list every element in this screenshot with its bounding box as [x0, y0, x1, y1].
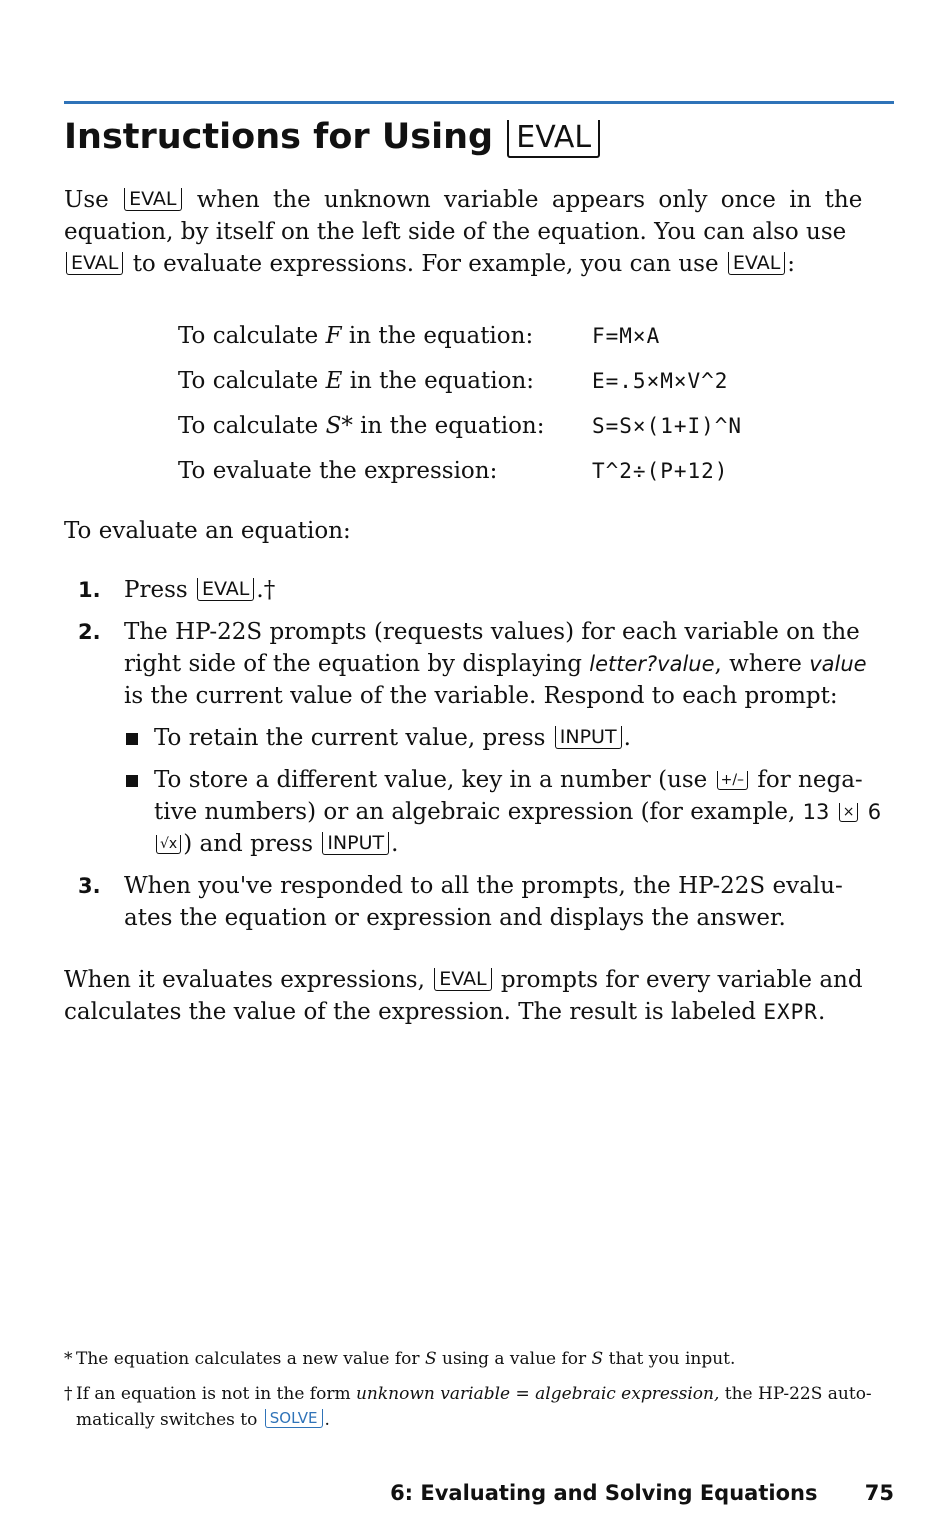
- eval-key: EVAL: [728, 252, 785, 275]
- step-1: 1. Press EVAL .†: [78, 577, 276, 603]
- chapter-title: 6: Evaluating and Solving Equations: [390, 1481, 818, 1505]
- equation: E=.5×M×V^2: [592, 369, 729, 393]
- footnotes: [64, 1346, 894, 1442]
- prompt-text: letter?value: [589, 652, 715, 676]
- eval-key: EVAL: [434, 968, 491, 991]
- bullet-square-icon: [126, 775, 138, 787]
- section-heading: [64, 112, 602, 162]
- intro-paragraph: Use EVAL when the unknown variable appears only once in the equation, by itself on the left side of the equation. You can also use EVAL to evaluate expressions. For example, you can use EVAL :: [64, 187, 863, 277]
- heading-text: Instructions for Using: [64, 117, 494, 157]
- eval-key: EVAL: [197, 578, 254, 601]
- step-3: 3. When you've responded to all the prompts, the HP-22S evalu- ates the equation or expression and displays the answer.: [78, 873, 843, 931]
- change-sign-key: +/–: [717, 771, 748, 790]
- footnote-dagger: † If an equation is not in the form unknown variable = algebraic expression, the HP-22S auto- matically switches to SOLVE .: [64, 1384, 872, 1430]
- bullet-square-icon: [126, 733, 138, 745]
- input-key: INPUT: [322, 832, 389, 855]
- equation: S=S×(1+I)^N: [592, 414, 743, 438]
- expr-label: EXPR: [763, 1000, 818, 1024]
- header-rule: [64, 101, 894, 104]
- step-2: 2. The HP-22S prompts (requests values) for each variable on the right side of the equation by displaying letter?value, where value is the current value of the variable. Respond to each prompt: To retain the current value, press INPUT . To store a different value, key in a number (use +/– for nega- tive numbers) or an algebraic expression (for example, 13 × 6 √x ) and press INPUT .: [64, 616, 894, 860]
- solve-key: SOLVE: [265, 1409, 323, 1428]
- closing-paragraph: When it evaluates expressions, EVAL prompts for every variable and calculates the value of the expression. The result is labeled EXPR.: [64, 967, 863, 1025]
- bullet-retain: To retain the current value, press INPUT .: [124, 722, 894, 754]
- page-footer: [360, 1478, 894, 1508]
- equation: F=M×A: [592, 324, 661, 348]
- procedure-intro: To evaluate an equation:: [64, 518, 351, 544]
- steps-list: [64, 574, 894, 944]
- input-key: INPUT: [555, 726, 622, 749]
- bullet-store: To store a different value, key in a number (use +/– for nega- tive numbers) or an algebraic expression (for example, 13 × 6 √x ) and press INPUT .: [124, 764, 894, 860]
- page-number: 75: [864, 1481, 894, 1505]
- footnote-asterisk: * The equation calculates a new value for S using a value for S that you input.: [64, 1349, 736, 1369]
- multiply-key: ×: [839, 803, 859, 822]
- square-root-key: √x: [156, 835, 181, 854]
- eval-key: EVAL: [507, 120, 600, 158]
- expression: T^2÷(P+12): [592, 459, 729, 483]
- eval-key: EVAL: [124, 188, 181, 211]
- eval-key: EVAL: [66, 252, 123, 275]
